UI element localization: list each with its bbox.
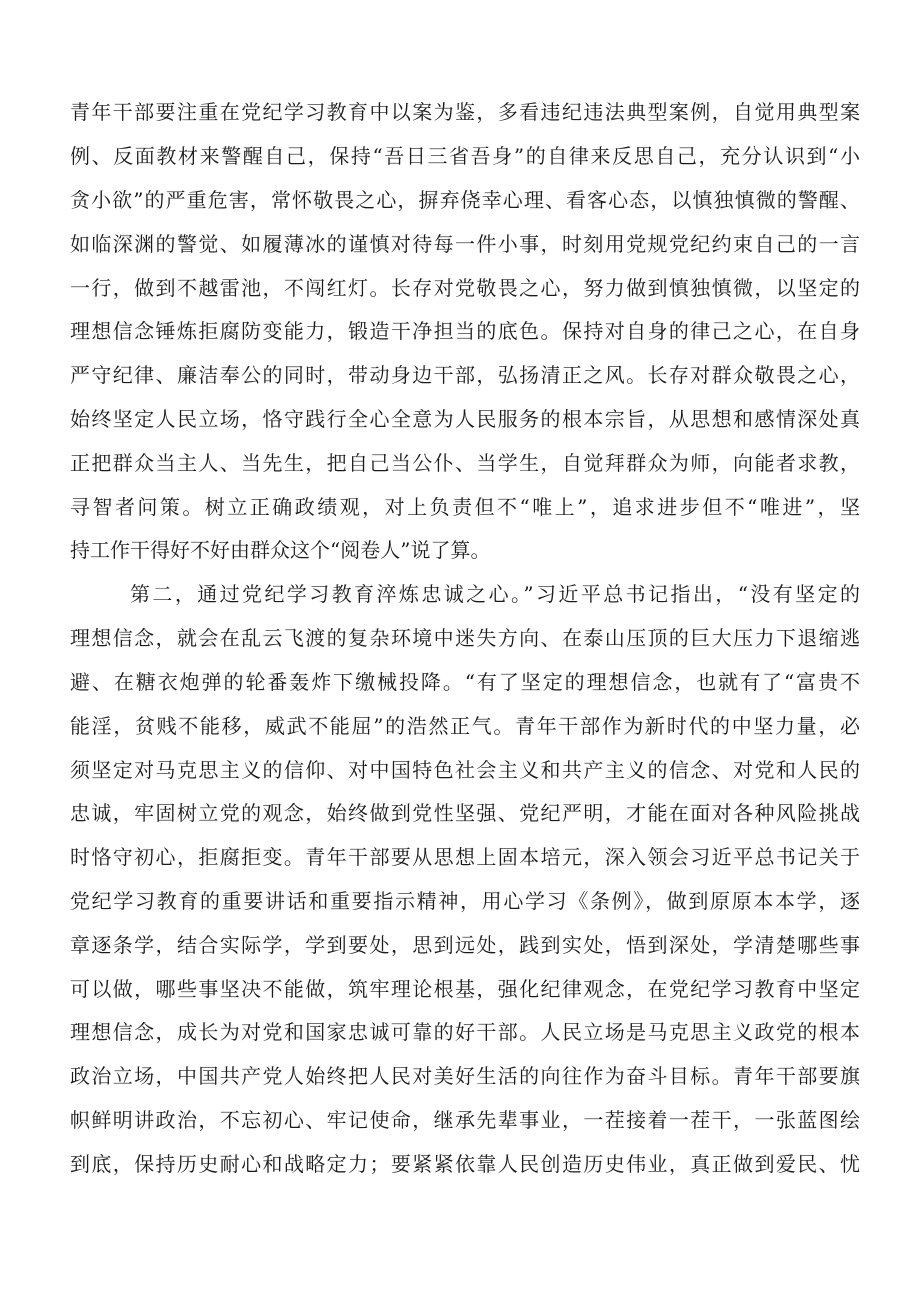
paragraph-1-line: 青年干部要注重在党纪学习教育中以案为鉴，多看违纪违法典型案例，自觉用典型案 xyxy=(70,100,860,124)
paragraph-2-line: 帜鲜明讲政治，不忘初心、牢记使命，继承先辈事业，一茬接着一茬干，一张蓝图绘 xyxy=(70,1108,860,1132)
paragraph-1-line: 理想信念锤炼拒腐防变能力，锻造干净担当的底色。保持对自身的律己之心，在自身 xyxy=(70,319,860,343)
paragraph-2-line: 理想信念，就会在乱云飞渡的复杂环境中迷失方向、在泰山压顶的巨大压力下退缩逃 xyxy=(70,626,860,650)
paragraph-1-line: 贪小欲”的严重危害，常怀敬畏之心，摒弃侥幸心理、看客心态，以慎独慎微的警醒、 xyxy=(70,188,860,212)
paragraph-2-line: 可以做，哪些事坚决不能做，筑牢理论根基，强化纪律观念，在党纪学习教育中坚定 xyxy=(70,977,860,1001)
paragraph-1-line: 严守纪律、廉洁奉公的同时，带动身边干部，弘扬清正之风。长存对群众敬畏之心， xyxy=(70,363,860,387)
paragraph-2-line: 章逐条学，结合实际学，学到要处，思到远处，践到实处，悟到深处，学清楚哪些事 xyxy=(70,933,860,957)
paragraph-2-first-line: 第二，通过党纪学习教育淬炼忠诚之心。”习近平总书记指出，“没有坚定的 xyxy=(130,582,860,606)
paragraph-1-line: 例、反面教材来警醒自己，保持“吾日三省吾身”的自律来反思自己，充分认识到“小 xyxy=(70,144,860,168)
paragraph-2-line: 须坚定对马克思主义的信仰、对中国特色社会主义和共产主义的信念、对党和人民的 xyxy=(70,758,860,782)
paragraph-2-line: 党纪学习教育的重要讲话和重要指示精神，用心学习《条例》，做到原原本本学，逐 xyxy=(70,889,860,913)
paragraph-1-line: 正把群众当主人、当先生，把自己当公仆、当学生，自觉拜群众为师，向能者求教， xyxy=(70,451,860,475)
paragraph-2-line: 忠诚，牢固树立党的观念，始终做到党性坚强、党纪严明，才能在面对各种风险挑战 xyxy=(70,801,860,825)
paragraph-1-line: 寻智者问策。树立正确政绩观，对上负责但不“唯上”，追求进步但不“唯进”，坚 xyxy=(70,495,860,519)
paragraph-2-line: 理想信念，成长为对党和国家忠诚可靠的好干部。人民立场是马克思主义政党的根本 xyxy=(70,1020,860,1044)
paragraph-2-line: 避、在糖衣炮弹的轮番轰炸下缴械投降。“有了坚定的理想信念，也就有了“富贵不 xyxy=(70,670,860,694)
paragraph-1-line: 始终坚定人民立场，恪守践行全心全意为人民服务的根本宗旨，从思想和感情深处真 xyxy=(70,407,860,431)
paragraph-2-line: 政治立场，中国共产党人始终把人民对美好生活的向往作为奋斗目标。青年干部要旗 xyxy=(70,1064,860,1088)
paragraph-2-line: 时恪守初心，拒腐拒变。青年干部要从思想上固本培元，深入领会习近平总书记关于 xyxy=(70,845,860,869)
paragraph-1-last-line: 持工作干得好不好由群众这个“阅卷人”说了算。 xyxy=(70,538,491,562)
paragraph-1-line: 如临深渊的警觉、如履薄冰的谨慎对待每一件小事，时刻用党规党纪约束自己的一言 xyxy=(70,232,860,256)
paragraph-1-line: 一行，做到不越雷池，不闯红灯。长存对党敬畏之心，努力做到慎独慎微，以坚定的 xyxy=(70,276,860,300)
paragraph-2-line: 到底，保持历史耐心和战略定力；要紧紧依靠人民创造历史伟业，真正做到爱民、忧 xyxy=(70,1152,860,1176)
paragraph-2-line: 能淫，贫贱不能移，威武不能屈”的浩然正气。青年干部作为新时代的中坚力量，必 xyxy=(70,714,860,738)
